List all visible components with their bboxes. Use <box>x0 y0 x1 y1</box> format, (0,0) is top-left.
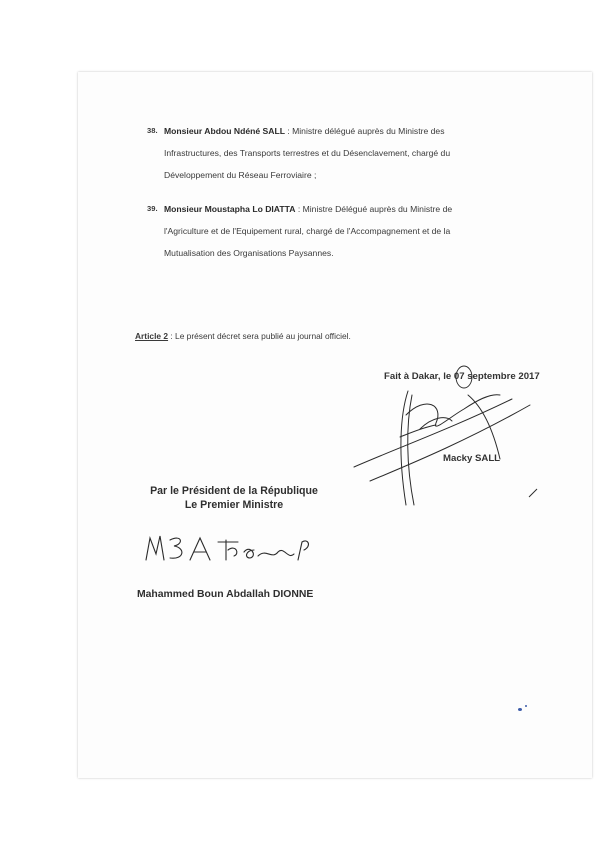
president-name: Macky SALL <box>443 453 501 464</box>
decree-entry-38 <box>147 120 451 186</box>
countersign-line-2: Le Premier Ministre <box>184 499 284 511</box>
president-signature <box>340 355 540 525</box>
entry-number: 38. <box>147 126 158 135</box>
entry-text: : Ministre délégué auprès du Ministre des <box>284 126 445 136</box>
prime-minister-name: Mahammed Boun Abdallah DIONNE <box>137 589 314 600</box>
entry-line: Développement du Réseau Ferroviaire ; <box>164 170 317 180</box>
entry-text: : Ministre Délégué auprès du Ministre de <box>295 204 453 214</box>
entry-number: 39. <box>147 204 158 213</box>
entry-line: Mutualisation des Organisations Paysannes. <box>164 248 334 258</box>
decree-entry-39 <box>147 198 453 264</box>
prime-minister-signature <box>142 530 322 572</box>
article-2 <box>135 331 351 341</box>
entry-line: l'Agriculture et de l'Equipement rural, chargé de l'Accompagnement et de la <box>164 226 451 236</box>
countersign-block <box>136 484 332 512</box>
entry-line <box>164 120 450 142</box>
article-label: Article 2 <box>135 331 169 341</box>
entry-line: Infrastructures, des Transports terrestres et du Désenclavement, chargé du <box>164 148 451 158</box>
countersign-line-1: Par le Président de la République <box>150 485 318 497</box>
minister-name: Monsieur Moustapha Lo DIATTA <box>164 204 296 214</box>
minister-name: Monsieur Abdou Ndéné SALL <box>164 126 285 136</box>
ink-speck <box>518 708 522 711</box>
article-text: : Le présent décret sera publié au journal officiel. <box>168 331 351 341</box>
scan-mark <box>528 488 538 498</box>
place-date: Fait à Dakar, le 07 septembre 2017 <box>384 371 540 382</box>
entry-line <box>164 198 452 220</box>
ink-speck <box>525 705 527 707</box>
